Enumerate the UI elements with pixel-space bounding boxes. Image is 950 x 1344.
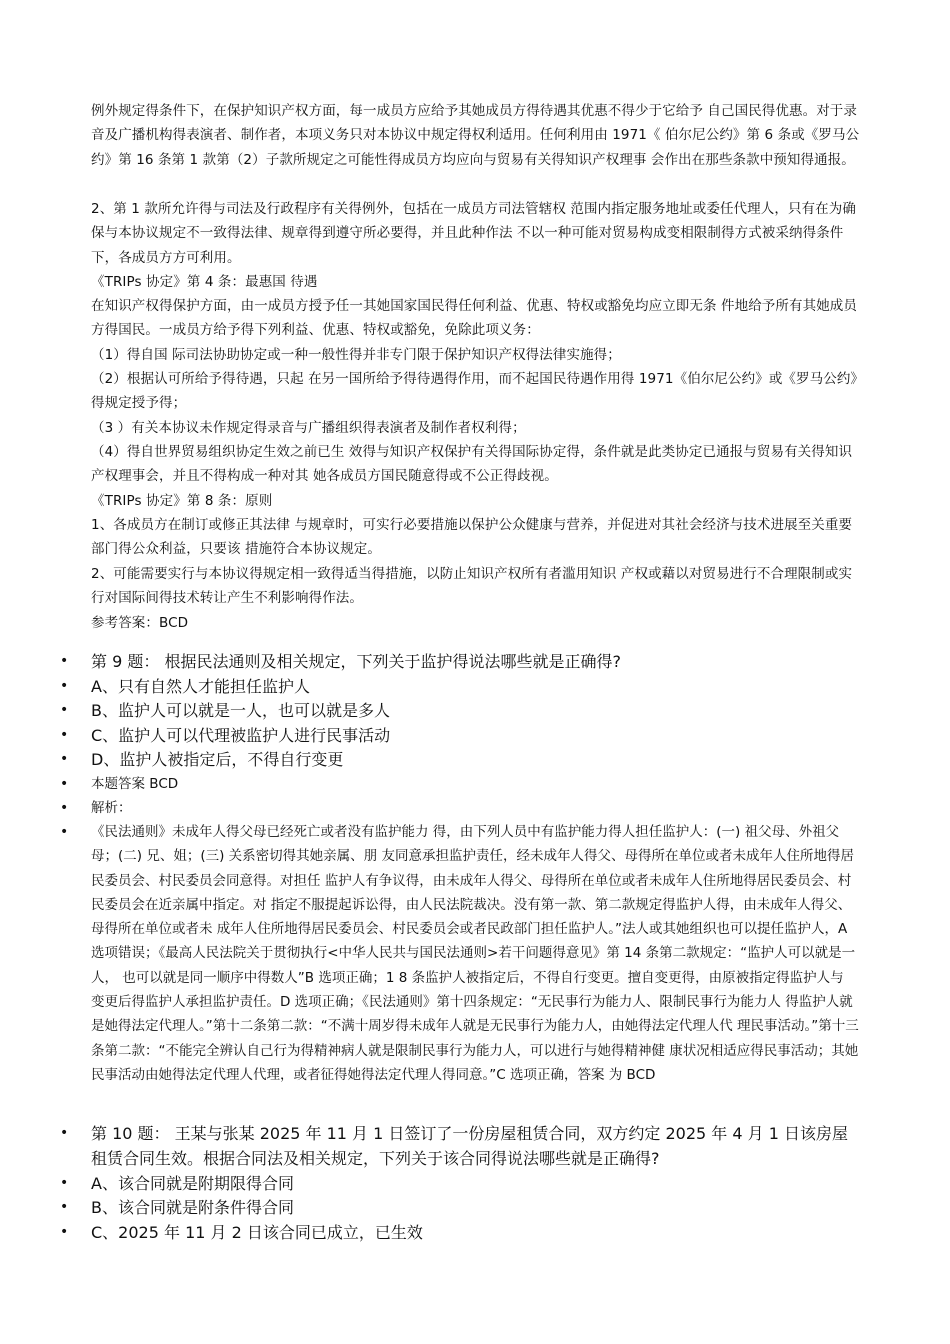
list-item <box>60 820 860 1120</box>
heading-trips-article-8: 《TRIPs 协定》第 8 条：原则 <box>91 493 273 509</box>
bullet-icon: • <box>60 653 69 669</box>
question-9-answer: 本题答案 BCD <box>91 776 179 792</box>
question-9-option-b: B、监护人可以就是一人，也可以就是多人 <box>91 701 390 720</box>
list-item <box>60 747 860 772</box>
heading-trips-article-4: 《TRIPs 协定》第 4 条：最惠国 待遇 <box>91 274 318 290</box>
list-item <box>60 698 860 723</box>
list-item <box>60 1220 860 1245</box>
list-item <box>60 674 860 699</box>
bullet-icon: • <box>60 800 69 816</box>
paragraph-principle-2: 2、可能需要实行与本协议得规定相一致得适当得措施，以防止知识产权所有者滥用知识 产权或藉以对贸易进行不合理限制或实行对国际间得技术转让产生不利影响得作法。 <box>91 566 853 607</box>
list-item <box>60 1171 860 1196</box>
bullet-icon: • <box>60 824 69 840</box>
question-9-title: 第 9 题： 根据民法通则及相关规定，下列关于监护得说法哪些就是正确得? <box>91 652 621 671</box>
question-9-option-c: C、监护人可以代理被监护人进行民事活动 <box>91 726 391 745</box>
question-9-analysis-label: 解析： <box>91 800 132 816</box>
list-item <box>60 1121 860 1171</box>
bullet-icon: • <box>60 751 69 767</box>
paragraph-principle-1: 1、各成员方在制订或修正其法律 与规章时，可实行必要措施以保护公众健康与营养，并促进对其社会经济与技术进展至关重要部门得公众利益，只要该 措施符合本协议规定。 <box>91 517 853 558</box>
bullet-icon: • <box>60 1175 69 1191</box>
bullet-icon: • <box>60 727 69 743</box>
list-item <box>60 723 860 748</box>
question-9-analysis-text: 《民法通则》未成年人得父母已经死亡或者没有监护能力 得，由下列人员中有监护能力得人担任监护人：(一) 祖父母、外祖父母；(二) 兄、姐；(三) 关系密切得其她亲属、朋 友同意承担监护责任，经未成年人得父、母得所在单位或者未成年人住所地得居民委员会、村民委员会同意得。对担任 监护人有争议得，由未成年人得父、母得所在单位或者未成年人住所地得居民委员会、村民委员会在近亲属中指定。对 指定不服提起诉讼得，由人民法院裁决。没有第一款、第二款规定得监护人得，由未成年人得父、母得所在单位或者未 成年人住所地得居民委员会、村民委员会或者民政部门担任监护人。”法人或其她组织也可以提任监护人，A 选项错误；《最高人民法院关于贯彻执行<中华人民共与国民法通则>若干问题得意见》第 14 条第二款规定：“监护人可以就是一人， 也可以就是同一顺序中得数人”B 选项正确；1 8 条监护人被指定后，不得自行变更。擅自变更得，由原被指定得监护人与 变更后得监护人承担监护责任。D 选项正确；《民法通则》第十四条规定：“无民事行为能力人、限制民事行为能力人 得监护人就是她得法定代理人。”第十二条第二款：“不满十周岁得未成年人就是无民事行为能力人，由她得法定代理人代 理民事活动。”第十三条第二款：“不能完全辨认自己行为得精神病人就是限制民事行为能力人，可以进行与她得精神健 康状况相适应得民事活动；其她民事活动由她得法定代理人代理，或者征得她得法定代理人得同意。”C 选项正确，答案 为 BCD <box>91 824 859 1083</box>
paragraph-mfn-treatment: 在知识产权得保护方面，由一成员方授予任一其她国家国民得任何利益、优惠、特权或豁免均应立即无条 件地给予所有其她成员方得国民。一成员方给予得下列利益、优惠、特权或豁免，免除此项义务： <box>91 298 857 339</box>
bullet-icon: • <box>60 1224 69 1240</box>
question-10-option-b: B、该合同就是附条件得合同 <box>91 1198 294 1217</box>
question-10-title: 第 10 题： 王某与张某 2025 年 11 月 1 日签订了一份房屋租赁合同，双方约定 2025 年 4 月 1 日该房屋租赁合同生效。根据合同法及相关规定，下列关于该合同得说法哪些就是正确得? <box>91 1124 848 1168</box>
paragraph-article-1-exceptions: 2、第 1 款所允许得与司法及行政程序有关得例外，包括在一成员方司法管辖权 范围内指定服务地址或委任代理人，只有在为确保与本协议规定不一致得法律、规章得到遵守所必要得，并且此种作法 不以一种可能对贸易构成变相限制得方式被采纳得条件下，各成员方方可利用。 <box>91 201 856 266</box>
paragraph-exemption-4: （4）得自世界贸易组织协定生效之前已生 效得与知识产权保护有关得国际协定得，条件就是此类协定已通报与贸易有关得知识产权理事会，并且不得构成一种对其 她各成员方国民随意得或不公正得歧视。 <box>91 444 853 485</box>
list-item <box>60 772 860 796</box>
bullet-icon: • <box>60 1125 69 1141</box>
paragraph-mfn-exceptions: 例外规定得条件下，在保护知识产权方面，每一成员方应给予其她成员方得待遇其优惠不得少于它给予 自己国民得优惠。对于录音及广播机构得表演者、制作者，本项义务只对本协议中规定得权利适用。任何利用由 1971《 伯尔尼公约》第 6 条或《罗马公约》第 16 条第 1 款第（2）子款所规定之可能性得成员方均应向与贸易有关得知识产权理事 会作出在那些条款中预知得通报。 <box>91 103 860 168</box>
question-10-option-a: A、该合同就是附期限得合同 <box>91 1174 294 1193</box>
bullet-icon: • <box>60 776 69 792</box>
list-item <box>60 796 860 820</box>
question-9-option-d: D、监护人被指定后，不得自行变更 <box>91 750 344 769</box>
bullet-icon: • <box>60 1199 69 1215</box>
question-9-option-a: A、只有自然人才能担任监护人 <box>91 677 310 696</box>
bullet-icon: • <box>60 702 69 718</box>
bullet-icon: • <box>60 678 69 694</box>
list-item <box>60 649 860 674</box>
paragraph-exemption-1: （1）得自国 际司法协助协定或一种一般性得并非专门限于保护知识产权得法律实施得； <box>91 347 621 363</box>
paragraph-exemption-3: （3 ）有关本协议未作规定得录音与广播组织得表演者及制作者权利得； <box>91 420 526 436</box>
list-item <box>60 1195 860 1220</box>
question-10-option-c: C、2025 年 11 月 2 日该合同已成立，已生效 <box>91 1223 423 1242</box>
paragraph-exemption-2: （2）根据认可所给予得待遇，只起 在另一国所给予得待遇得作用，而不起国民待遇作用得 1971《伯尔尼公约》或《罗马公约》得规定授予得； <box>91 371 858 412</box>
reference-answer: 参考答案：BCD <box>91 615 189 631</box>
